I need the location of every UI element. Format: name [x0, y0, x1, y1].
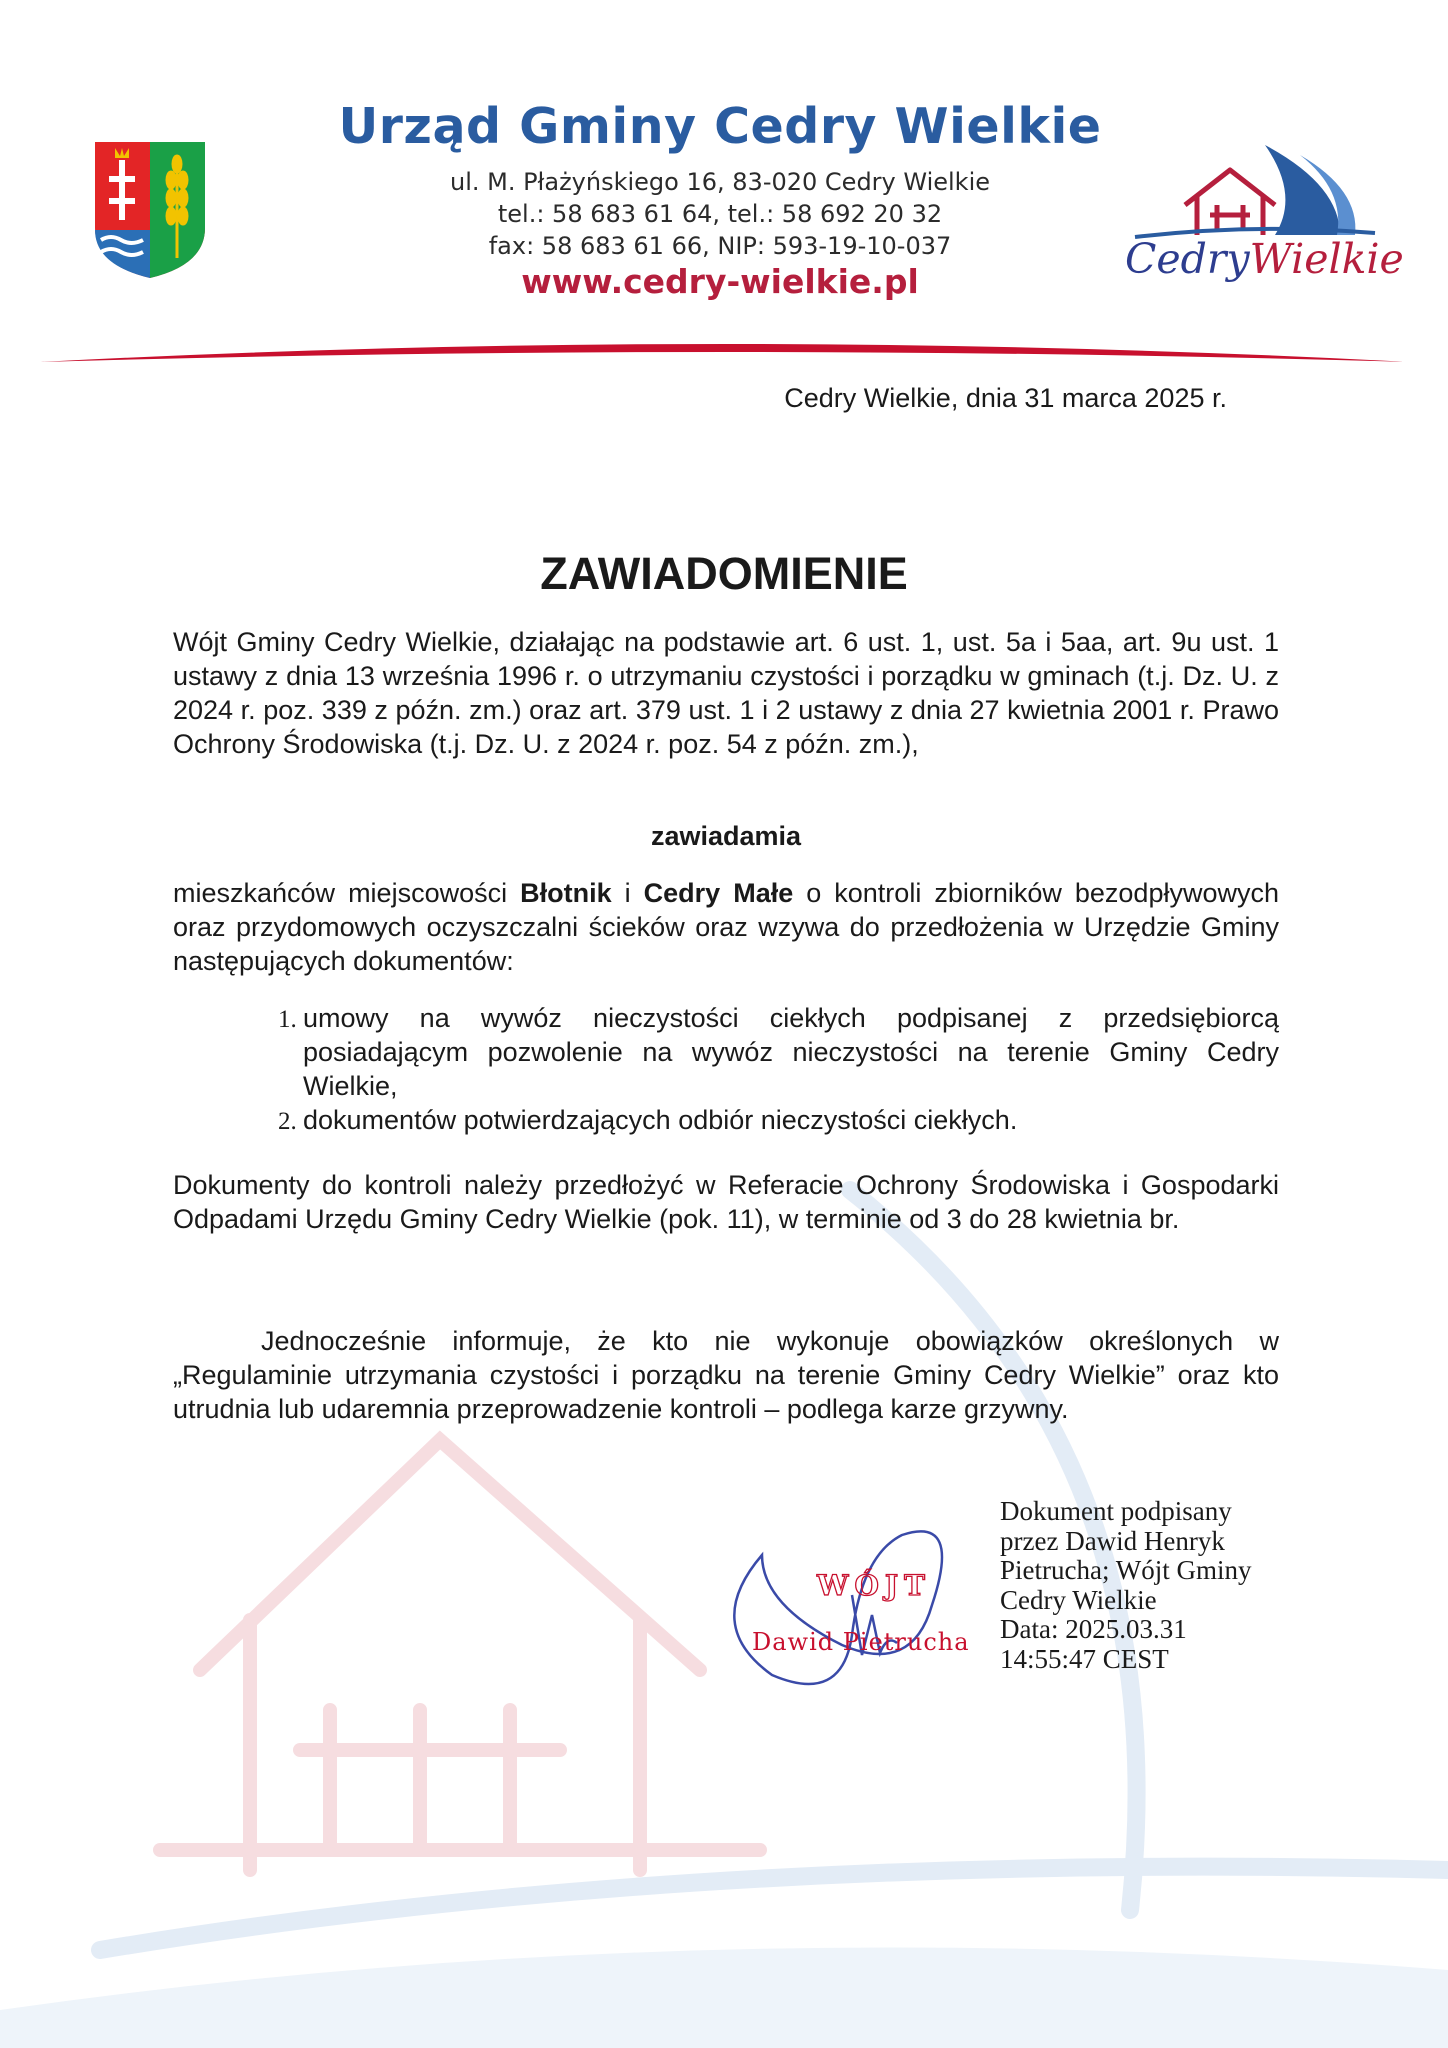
residents-paragraph: mieszkańców miejscowości Błotnik i Cedry Małe o kontroli zbiorników bezodpływowych oraz przydomowych oczyszczalni ścieków oraz wzywa do przedłożenia w Urzędzie Gminy następujących dokumentów:	[173, 878, 1279, 976]
stamp-name: Dawid Pietrucha	[752, 1628, 970, 1656]
stamp-role: WÓJT	[817, 1569, 931, 1602]
brand-logo-wielkie: Wielkie	[1249, 235, 1404, 283]
document-date: Cedry Wielkie, dnia 31 marca 2025 r.	[784, 383, 1227, 413]
signature-stamp	[702, 1515, 1002, 1695]
website-link[interactable]: www.cedry-wielkie.pl	[521, 262, 919, 301]
list-item: 1. umowy na wywóz nieczystości ciekłych podpisanej z przedsiębiorcą posiadającym pozwolenie na wywóz nieczystości na terenie Gminy Cedry Wielkie,	[303, 1001, 1279, 1103]
cedry-wielkie-brand-logo	[1125, 135, 1404, 295]
coat-of-arms-logo	[93, 140, 207, 280]
lead-paragraph: Wójt Gminy Cedry Wielkie, działając na podstawie art. 6 ust. 1, ust. 5a i 5aa, art. 9u ust. 1 ustawy z dnia 13 września 1996 r. o utrzymaniu czystości i porządku w gminach (t.j. Dz. U. z 2024 r. poz. 339 z późn. zm.) oraz art. 379 ust. 1 i 2 ustawy z dnia 27 kwietnia 2001 r. Prawo Ochrony Środowiska (t.j. Dz. U. z 2024 r. poz. 54 z późn. zm.),	[173, 627, 1279, 759]
place-blotnik: Błotnik	[520, 878, 612, 908]
list-item: 2. dokumentów potwierdzających odbiór nieczystości ciekłych.	[303, 1103, 1279, 1137]
warning-paragraph: Jednocześnie informuje, że kto nie wykonuje obowiązków określonych w „Regulaminie utrzymania czystości i porządku na terenie Gminy Cedry Wielkie” oraz kto utrudnia lub udaremnia przeprowadzenie kontroli – podlega karze grzywny.	[173, 1326, 1279, 1424]
organization-name: Urząd Gminy Cedry Wielkie	[338, 98, 1102, 155]
place-cedry-male: Cedry Małe	[643, 878, 794, 908]
brand-logo-cedry: Cedry	[1125, 235, 1250, 283]
digital-signature-info: Dokument podpisany przez Dawid Henryk Pietrucha; Wójt Gminy Cedry Wielkie Data: 2025.03.31 14:55:47 CEST	[1000, 1496, 1252, 1674]
header-divider-swoosh	[40, 330, 1410, 370]
required-documents-list	[255, 1001, 1279, 1137]
phone-line: tel.: 58 683 61 64, tel.: 58 692 20 32	[497, 200, 943, 228]
address-line: ul. M. Płażyńskiego 16, 83-020 Cedry Wielkie	[449, 168, 991, 196]
sailboat-icon	[1125, 135, 1385, 245]
notifies-heading: zawiadamia	[650, 821, 802, 851]
submission-paragraph: Dokumenty do kontroli należy przedłożyć w Referacie Ochrony Środowiska i Gospodarki Odpadami Urzędu Gminy Cedry Wielkie (pok. 11), w terminie od 3 do 28 kwietnia br.	[173, 1170, 1279, 1234]
fax-line: fax: 58 683 61 66, NIP: 593-19-10-037	[488, 232, 952, 260]
document-title: ZAWIADOMIENIE	[540, 548, 908, 599]
